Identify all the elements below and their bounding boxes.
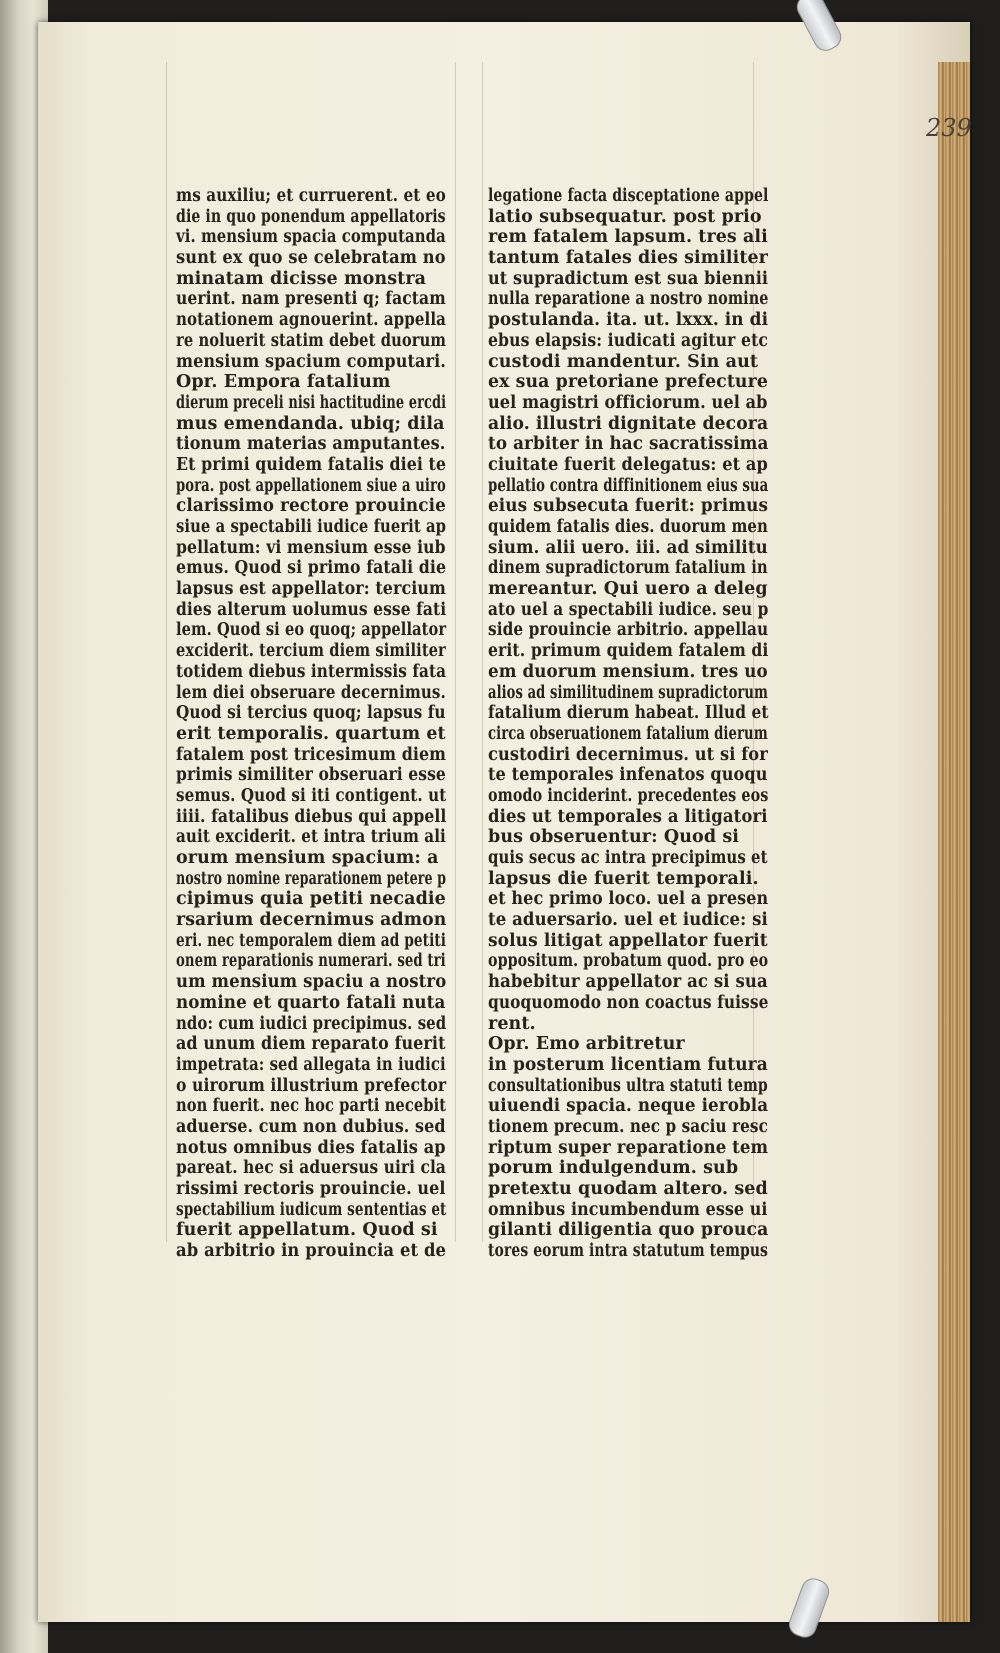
text-line: orum mensium spacium: a (176, 848, 439, 868)
text-line: solus litigat appellator fuerit (488, 930, 768, 951)
text-line: minatam dicisse monstra (176, 268, 427, 289)
text-line: in posterum licentiam futura (488, 1054, 768, 1075)
text-line: Et primi quidem fatalis diei te (176, 454, 447, 475)
text-line: rsarium decernimus admon (176, 910, 447, 931)
text-line: alio. illustri dignitate decora (488, 413, 769, 434)
text-line: alios ad similitudinem supradictorum (488, 682, 768, 703)
text-line: ad unum diem reparato fuerit (176, 1034, 446, 1055)
text-line: onem reparationis numerari. sed tri (176, 951, 446, 972)
text-line: emus. Quod si primo fatali die (176, 558, 447, 579)
text-line: clarissimo rectore prouincie (176, 496, 446, 517)
text-line: pareat. hec si aduersus uiri cla (176, 1158, 446, 1179)
text-line: lapsus est appellator: tercium (176, 579, 446, 600)
text-line: siue a spectabili iudice fuerit ap (176, 517, 447, 537)
text-line: fuerit appellatum. Quod si (176, 1220, 438, 1241)
text-line: rissimi rectoris prouincie. uel (176, 1179, 446, 1199)
text-line: o uirorum illustrium prefector (176, 1075, 447, 1096)
text-line: exciderit. tercium diem similiter (176, 641, 446, 662)
text-line: lapsus die fuerit temporali. (488, 868, 759, 889)
text-line: dies alterum uolumus esse fati (176, 599, 447, 620)
text-line: auit exciderit. et intra trium ali (176, 827, 446, 848)
text-line: to arbiter in hac sacratissima (488, 434, 769, 455)
text-line: tionem precum. nec p saciu resc (488, 1116, 768, 1137)
text-line: habebitur appellator ac si sua (488, 972, 768, 993)
text-line: et hec primo loco. uel a presen (488, 889, 769, 910)
ruling-line-center-a (455, 62, 456, 1242)
text-line: ciuitate fuerit delegatus: et ap (488, 454, 768, 475)
text-line: fatalem post tricesimum diem (176, 744, 447, 765)
text-line: mereantur. Qui uero a deleg (488, 579, 768, 600)
text-line: aduerse. cum non dubius. sed (176, 1116, 446, 1137)
text-line: custodiri decernimus. ut si for (488, 744, 768, 765)
ruling-line-left (166, 62, 167, 1242)
text-line: ms auxiliu; et curruerent. et eo (176, 186, 446, 206)
text-line: pellatum: vi mensium esse iub (176, 537, 446, 558)
text-line: tores eorum intra statutum tempus (488, 1241, 768, 1262)
text-line: dierum preceli nisi hactitudine ercdi (176, 392, 447, 413)
text-line: tionum materias amputantes. (176, 434, 446, 455)
text-line: ato uel a spectabili iudice. seu p (488, 599, 769, 620)
text-line: erit. primum quidem fatalem di (488, 641, 769, 662)
text-line: uel magistri officiorum. uel ab (488, 392, 768, 413)
text-line: iiii. fatalibus diebus qui appell (176, 806, 447, 827)
text-line: mensium spacium computari. (176, 351, 446, 372)
text-line: omnibus incumbendum esse ui (488, 1199, 768, 1220)
text-line: cipimus quia petiti necadie (176, 889, 446, 910)
text-line: eri. nec temporalem diem ad petiti (176, 930, 447, 951)
text-line: fatalium dierum habeat. Illud et (488, 703, 769, 724)
text-line: omodo inciderint. precedentes eos (488, 785, 769, 806)
text-line: em duorum mensium. tres uo (488, 661, 768, 682)
text-line: pellatio contra diffinitionem eius sua (488, 475, 769, 496)
text-line: re noluerit statim debet duorum (176, 330, 447, 351)
text-line: vi. mensium spacia computanda (176, 227, 446, 248)
text-line: te temporales infenatos quoqu (488, 765, 768, 786)
text-line: pora. post appellationem siue a uiro (176, 475, 446, 496)
text-line: dies ut temporales a litigatori (488, 806, 768, 827)
text-line: lem. Quod si eo quoq; appellator (176, 620, 447, 641)
text-line: sium. alii uero. iii. ad similitu (488, 537, 768, 558)
text-line: riptum super reparatione tem (488, 1137, 769, 1158)
text-column-right (488, 186, 768, 1262)
text-line: ex sua pretoriane prefecture (488, 372, 768, 393)
text-line: dinem supradictorum fatalium in (488, 558, 768, 579)
text-line: notationem agnouerint. appella (176, 310, 447, 331)
text-line: die in quo ponendum appellatoris (176, 206, 446, 227)
text-line: semus. Quod si iti contigent. ut (176, 785, 447, 806)
text-line: mus emendanda. ubiq; dila (176, 413, 445, 434)
text-line: nulla reparatione a nostro nomine (488, 289, 769, 310)
text-line: legatione facta disceptatione appel (488, 186, 769, 206)
text-line: non fuerit. nec hoc parti necebit (176, 1096, 447, 1117)
text-line: ab arbitrio in prouincia et de (176, 1241, 447, 1262)
text-column-left (176, 186, 446, 1262)
text-line: quis secus ac intra precipimus et (488, 848, 768, 868)
text-line: pretextu quodam altero. sed (488, 1179, 768, 1199)
text-line: ut supradictum est sua biennii (488, 268, 769, 289)
text-line: postulanda. ita. ut. lxxx. in di (488, 310, 769, 331)
text-line: nostro nomine reparationem petere p (176, 868, 447, 889)
folio-number: 239 (926, 114, 972, 142)
text-line: eius subsecuta fuerit: primus (488, 496, 769, 517)
text-line: totidem diebus intermissis fata (176, 661, 447, 682)
page-edges (938, 62, 970, 1622)
text-line: spectabilium iudicum sententias et (176, 1199, 447, 1220)
text-line: uiuendi spacia. neque ierobla (488, 1096, 769, 1117)
text-line: notus omnibus dies fatalis ap (176, 1137, 446, 1158)
text-line: erit temporalis. quartum et (176, 723, 446, 744)
text-line: Quod si tercius quoq; lapsus fu (176, 703, 446, 724)
text-line: porum indulgendum. sub (488, 1158, 739, 1179)
text-line: Opr. Empora fatalium (176, 372, 391, 393)
ruling-line-center-b (482, 62, 483, 1242)
text-line: bus obseruentur: Quod si (488, 827, 740, 848)
text-line: tantum fatales dies similiter (488, 248, 768, 269)
text-line: impetrata: sed allegata in iudici (176, 1054, 446, 1075)
text-line: uerint. nam presenti q; factam (176, 289, 446, 310)
text-line: te aduersario. uel et iudice: si (488, 910, 768, 931)
text-line: quidem fatalis dies. duorum men (488, 517, 768, 537)
text-line: ebus elapsis: iudicati agitur etc (488, 330, 769, 351)
text-line: custodi mandentur. Sin aut (488, 351, 759, 372)
text-line: circa obseruationem fatalium dierum (488, 723, 768, 744)
text-line: consultationibus ultra statuti temp (488, 1075, 768, 1096)
text-line: gilanti diligentia quo prouca (488, 1220, 769, 1241)
text-line: sunt ex quo se celebratam no (176, 248, 446, 269)
text-line: rent. (488, 1013, 536, 1034)
text-line: oppositum. probatum quod. pro eo (488, 951, 769, 972)
text-line: Opr. Emo arbitretur (488, 1034, 685, 1055)
text-line: primis similiter obseruari esse (176, 765, 446, 786)
text-line: rem fatalem lapsum. tres ali (488, 227, 768, 248)
text-line: quoquomodo non coactus fuisse (488, 992, 769, 1013)
text-line: latio subsequatur. post prio (488, 206, 762, 227)
text-line: lem diei obseruare decernimus. (176, 682, 446, 703)
text-line: nomine et quarto fatali nuta (176, 992, 446, 1013)
text-line: ndo: cum iudici precipimus. sed (176, 1013, 447, 1034)
text-line: um mensium spaciu a nostro (176, 972, 447, 993)
text-line: side prouincie arbitrio. appellau (488, 620, 769, 641)
